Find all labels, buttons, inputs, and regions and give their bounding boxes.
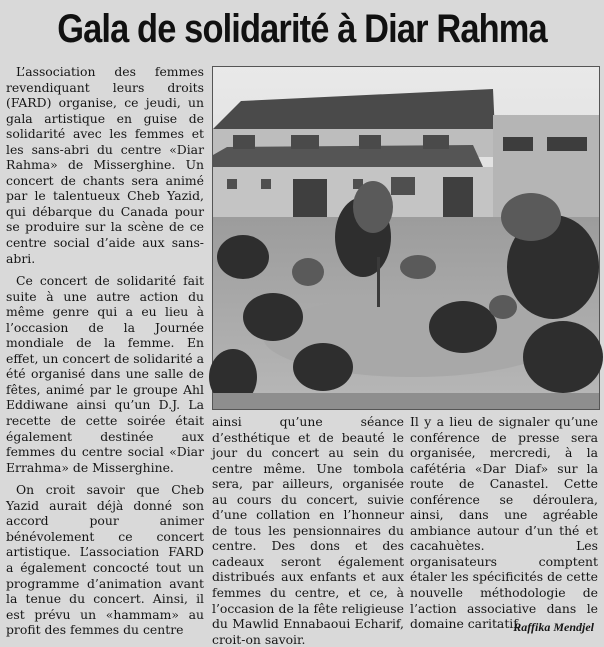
paragraph: L’association des femmes revendiquant leurs droits (FARD) organise, ce jeudi, un gala artistique en guise de solidarité avec les femmes et les sans-abri du centre «Diar Rahma» de Misserghine. Un concert de chants sera animé par le talentueux Cheb Yazid, qui débarque du Canada pour se produire sur la scène de ce centre social d’aide aux sans-abri. [6,64,204,266]
headline: Gala de solidarité à Diar Rahma [57,7,547,51]
article-column-2 [212,414,404,647]
paragraph: On croit savoir que Cheb Yazid aurait déjà donné son accord pour animer bénévolement ce concert artistique. L’association FARD a également concocté tout un programme d’animation avant la tenue du concert. Ainsi, il est prévu un «hammam» au profit des femmes du centre [6,482,204,638]
author-byline: Raffika Mendjel [513,620,594,634]
article-column-1 [6,64,204,640]
building-with-garden-photo [212,66,600,410]
paragraph: Il y a lieu de signaler qu’une conférence de presse sera organisée, mercredi, à la cafétéria «Dar Diaf» sur la route de Canastel. Cette conférence se déroulera, ainsi, dans une agréable ambiance autour d’un thé et cacahuètes. Les organisateurs comptent étaler les spécificités de cette nouvelle méthodologie de l’action associative dans le domaine caritatif. [410,414,598,632]
paragraph: ainsi qu’une séance d’esthétique et de beauté le jour du concert au sein du centre même. Une tombola sera, par ailleurs, organisée au cours du concert, suivie d’une collation en l’honneur de tous les pensionnaires du centre. Des dons et des cadeaux seront également distribués aux enfants et aux femmes du centre, et ce, à l’occasion de la fête religieuse du Mawlid Ennabaoui Echarif, croit-on savoir. [212,414,404,647]
paragraph: Ce concert de solidarité fait suite à une autre action du même genre qui a eu lieu à l’occasion de la Journée mondiale de la femme. En effet, un concert de solidarité a été organisé dans une salle de fêtes, animé par le groupe Ahl Eddiwane ainsi qu’un D.J. La recette de cette soirée était également destinée aux femmes du centre social «Diar Errahma» de Misserghine. [6,273,204,475]
